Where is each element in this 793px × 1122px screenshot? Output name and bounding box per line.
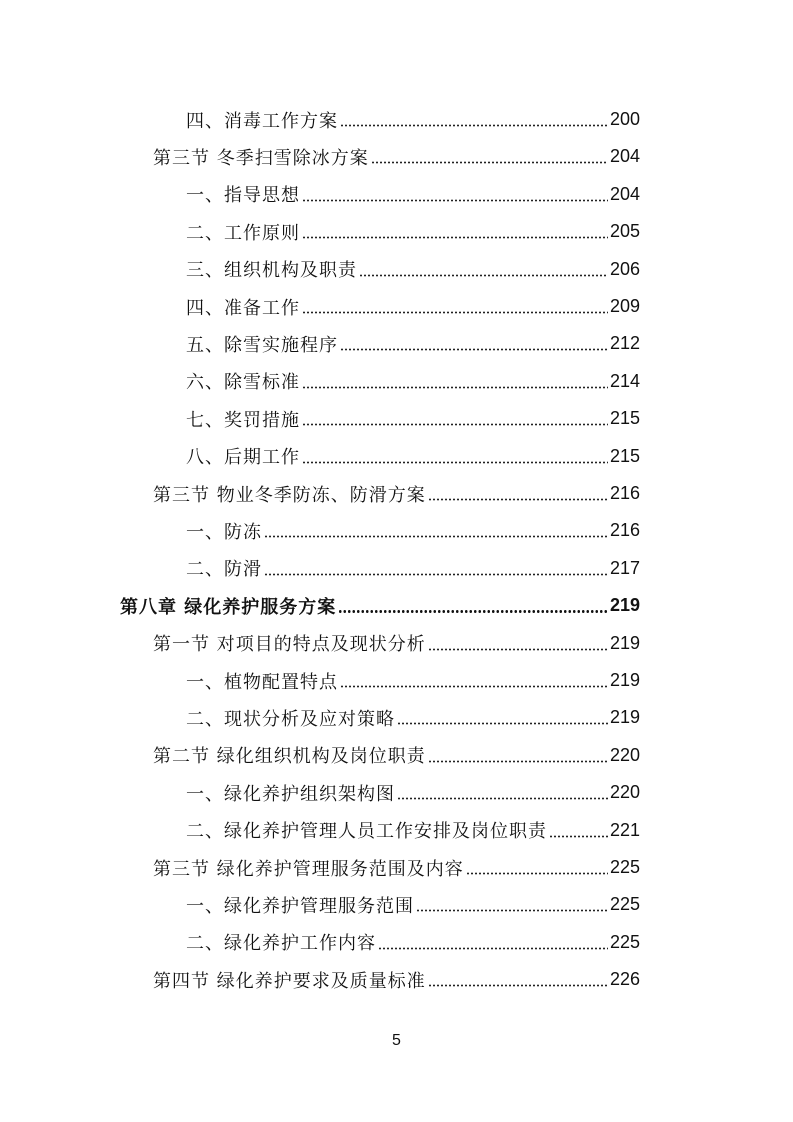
toc-entry-label: 一、绿化养护管理服务范围: [186, 895, 414, 917]
toc-entry-label: 二、工作原则: [186, 222, 300, 244]
toc-entry-page: 225: [609, 894, 640, 915]
toc-entry-item[interactable]: [186, 924, 640, 961]
toc-entry-section[interactable]: [153, 625, 640, 662]
toc-entry-section[interactable]: [153, 961, 640, 998]
toc-entry-section[interactable]: [153, 849, 640, 886]
toc-entry-page: 219: [609, 707, 640, 728]
toc-entry-label: 第三节 物业冬季防冻、防滑方案: [153, 484, 426, 506]
toc-entry-item[interactable]: [186, 325, 640, 362]
toc-entry-label: 一、防冻: [186, 521, 262, 543]
toc-entry-label: 八、后期工作: [186, 447, 300, 469]
dot-leader: [264, 535, 608, 538]
toc-entry-label: 二、绿化养护管理人员工作安排及岗位职责: [186, 821, 547, 843]
toc-entry-item[interactable]: [186, 699, 640, 736]
toc-entry-page: 204: [609, 146, 640, 167]
dot-leader: [397, 722, 608, 725]
dot-leader: [549, 835, 608, 838]
toc-entry-label: 第八章 绿化养护服务方案: [120, 596, 337, 618]
toc-entry-page: 216: [609, 520, 640, 541]
toc-entry-label: 三、组织机构及职责: [186, 260, 357, 282]
dot-leader: [338, 610, 608, 613]
toc-entry-label: 二、现状分析及应对策略: [186, 708, 395, 730]
toc-entry-page: 206: [609, 258, 640, 279]
toc-entry-label: 二、绿化养护工作内容: [186, 933, 376, 955]
toc-entry-item[interactable]: [186, 176, 640, 213]
toc-entry-item[interactable]: [186, 438, 640, 475]
toc-entry-label: 第二节 绿化组织机构及岗位职责: [153, 746, 426, 768]
toc-entry-item[interactable]: [186, 886, 640, 923]
toc-entry-label: 五、除雪实施程序: [186, 334, 338, 356]
toc-entry-item[interactable]: [186, 812, 640, 849]
toc-entry-page: 225: [609, 931, 640, 952]
dot-leader: [428, 648, 608, 651]
page-number: 5: [392, 1032, 401, 1049]
toc-entry-label: 七、奖罚措施: [186, 409, 300, 431]
dot-leader: [302, 199, 608, 202]
toc-entry-item[interactable]: [186, 550, 640, 587]
dot-leader: [428, 984, 608, 987]
toc-entry-label: 第三节 绿化养护管理服务范围及内容: [153, 858, 464, 880]
toc-entry-page: 212: [609, 333, 640, 354]
toc-entry-label: 一、植物配置特点: [186, 671, 338, 693]
dot-leader: [340, 685, 608, 688]
toc-entry-section[interactable]: [153, 737, 640, 774]
toc-entry-page: 226: [609, 969, 640, 990]
toc-entry-item[interactable]: [186, 251, 640, 288]
toc-entry-label: 第一节 对项目的特点及现状分析: [153, 634, 426, 656]
toc-entry-item[interactable]: [186, 400, 640, 437]
dot-leader: [428, 498, 608, 501]
toc-entry-label: 一、绿化养护组织架构图: [186, 783, 395, 805]
toc-entry-page: 220: [609, 782, 640, 803]
dot-leader: [302, 461, 608, 464]
dot-leader: [340, 124, 608, 127]
toc-entry-label: 第三节 冬季扫雪除冰方案: [153, 147, 369, 169]
toc-entry-label: 第四节 绿化养护要求及质量标准: [153, 970, 426, 992]
dot-leader: [264, 573, 608, 576]
dot-leader: [302, 236, 608, 239]
dot-leader: [302, 423, 608, 426]
toc-entry-label: 二、防滑: [186, 559, 262, 581]
toc-entry-item[interactable]: [186, 288, 640, 325]
dot-leader: [416, 909, 608, 912]
toc-entry-label: 四、消毒工作方案: [186, 110, 338, 132]
toc-entry-page: 220: [609, 744, 640, 765]
dot-leader: [302, 386, 608, 389]
dot-leader: [340, 348, 608, 351]
toc-entry-page: 219: [609, 595, 640, 616]
toc-entry-section[interactable]: [153, 475, 640, 512]
dot-leader: [302, 311, 608, 314]
dot-leader: [371, 161, 608, 164]
dot-leader: [378, 947, 608, 950]
toc-entry-page: 214: [609, 370, 640, 391]
toc-entry-page: 216: [609, 483, 640, 503]
toc-entry-item[interactable]: [186, 512, 640, 549]
toc-entry-page: 200: [609, 109, 640, 129]
toc-entry-item[interactable]: [186, 662, 640, 699]
toc-entry-page: 215: [609, 408, 640, 429]
toc-entry-item[interactable]: [186, 101, 640, 138]
toc-entry-item[interactable]: [186, 213, 640, 250]
toc-entry-label: 一、指导思想: [186, 185, 300, 207]
dot-leader: [466, 872, 608, 875]
toc-entry-chapter[interactable]: [120, 587, 640, 624]
dot-leader: [359, 274, 608, 277]
toc-entry-page: 205: [609, 221, 640, 242]
toc-entry-label: 六、除雪标准: [186, 372, 300, 394]
toc-entry-page: 219: [609, 632, 640, 653]
toc-entry-page: 219: [609, 670, 640, 690]
dot-leader: [397, 797, 608, 800]
toc-entry-page: 215: [609, 445, 640, 466]
toc-entry-item[interactable]: [186, 363, 640, 400]
toc-entry-page: 225: [609, 857, 640, 877]
toc-entry-label: 四、准备工作: [186, 297, 300, 319]
toc-entry-page: 209: [609, 296, 640, 316]
dot-leader: [428, 760, 608, 763]
toc-entry-section[interactable]: [153, 138, 640, 175]
toc-entry-item[interactable]: [186, 774, 640, 811]
toc-entry-page: 221: [609, 819, 640, 840]
toc-entry-page: 217: [609, 557, 640, 578]
toc-entry-page: 204: [609, 183, 640, 204]
